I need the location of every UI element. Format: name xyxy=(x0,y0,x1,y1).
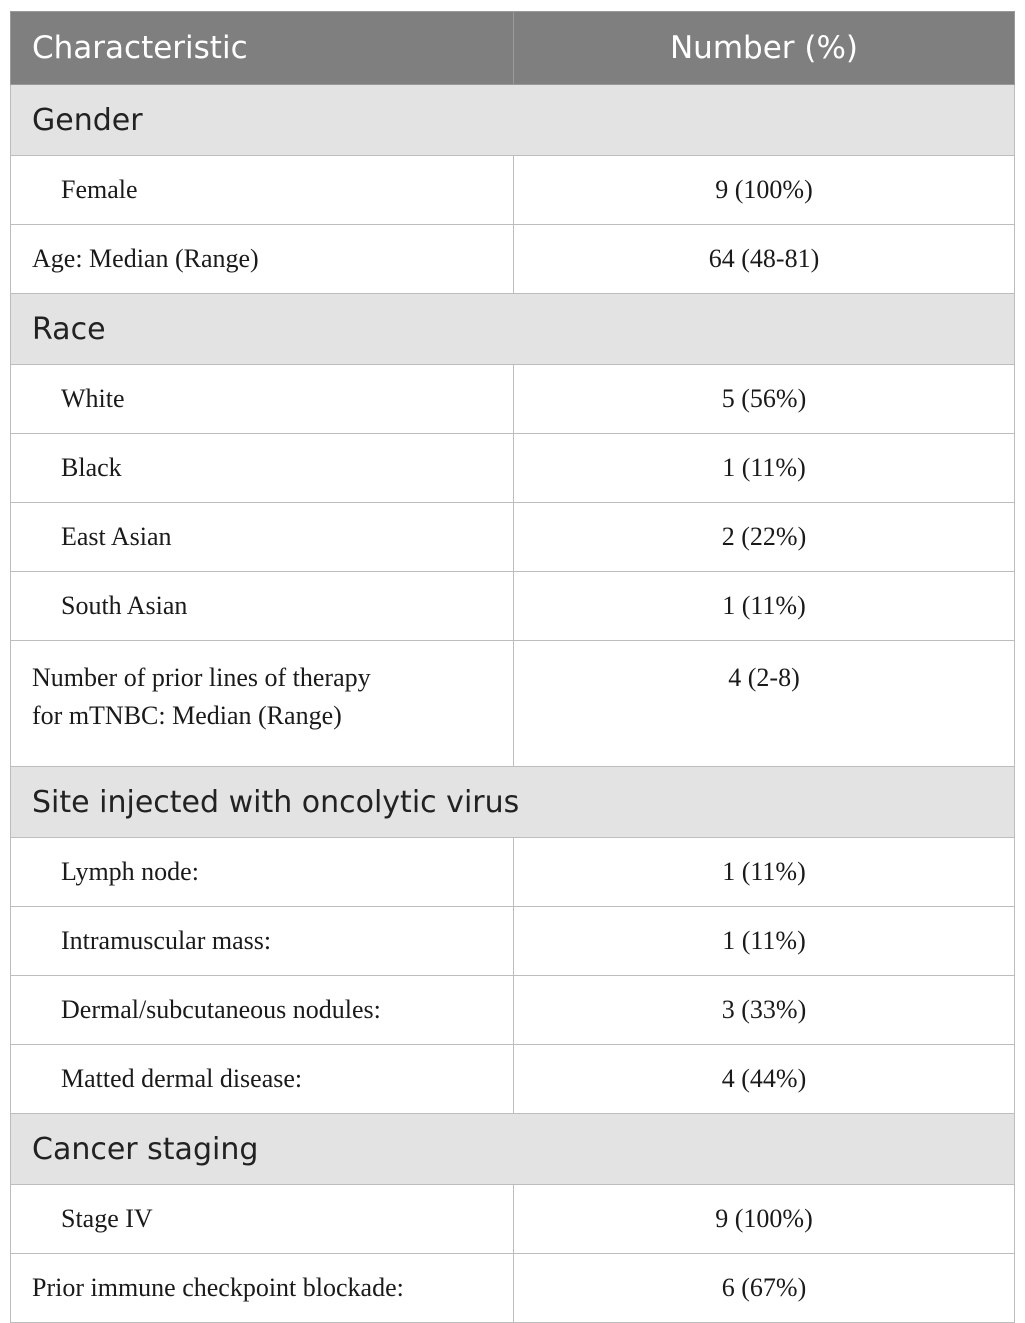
row-value: 4 (44%) xyxy=(514,1045,1015,1114)
table-row xyxy=(11,434,1015,503)
row-value: 9 (100%) xyxy=(514,156,1015,225)
characteristics-table xyxy=(10,11,1015,1323)
row-value: 1 (11%) xyxy=(514,907,1015,976)
row-label: Prior immune checkpoint blockade: xyxy=(11,1254,514,1323)
header-row xyxy=(11,12,1015,85)
table-row xyxy=(11,907,1015,976)
table-row xyxy=(11,503,1015,572)
section-race xyxy=(11,294,1015,365)
section-label: Race xyxy=(11,294,1015,365)
row-label: South Asian xyxy=(11,572,514,641)
row-label: Intramuscular mass: xyxy=(11,907,514,976)
table-row xyxy=(11,976,1015,1045)
header-number: Number (%) xyxy=(514,12,1015,85)
row-value: 1 (11%) xyxy=(514,838,1015,907)
row-value: 6 (67%) xyxy=(514,1254,1015,1323)
section-staging xyxy=(11,1114,1015,1185)
row-label: Female xyxy=(11,156,514,225)
row-value: 5 (56%) xyxy=(514,365,1015,434)
row-label-line: Number of prior lines of therapy xyxy=(32,663,371,692)
row-value: 1 (11%) xyxy=(514,572,1015,641)
header-characteristic: Characteristic xyxy=(11,12,514,85)
table-row xyxy=(11,1254,1015,1323)
table-row xyxy=(11,156,1015,225)
table-row xyxy=(11,572,1015,641)
row-label: Stage IV xyxy=(11,1185,514,1254)
table-row xyxy=(11,225,1015,294)
table-row xyxy=(11,1045,1015,1114)
row-label: East Asian xyxy=(11,503,514,572)
row-value: 64 (48-81) xyxy=(514,225,1015,294)
section-label: Cancer staging xyxy=(11,1114,1015,1185)
table-row xyxy=(11,365,1015,434)
row-label: White xyxy=(11,365,514,434)
section-site xyxy=(11,767,1015,838)
table-row xyxy=(11,1185,1015,1254)
row-label xyxy=(11,641,514,767)
row-label-line: for mTNBC: Median (Range) xyxy=(32,701,342,730)
row-label: Age: Median (Range) xyxy=(11,225,514,294)
row-value: 9 (100%) xyxy=(514,1185,1015,1254)
row-value: 1 (11%) xyxy=(514,434,1015,503)
section-label: Gender xyxy=(11,85,1015,156)
row-value: 3 (33%) xyxy=(514,976,1015,1045)
section-label: Site injected with oncolytic virus xyxy=(11,767,1015,838)
row-label: Matted dermal disease: xyxy=(11,1045,514,1114)
row-label: Lymph node: xyxy=(11,838,514,907)
row-label: Dermal/subcutaneous nodules: xyxy=(11,976,514,1045)
table-row xyxy=(11,641,1015,767)
table-row xyxy=(11,838,1015,907)
row-value: 4 (2-8) xyxy=(514,641,1015,767)
row-label: Black xyxy=(11,434,514,503)
row-value: 2 (22%) xyxy=(514,503,1015,572)
section-gender xyxy=(11,85,1015,156)
